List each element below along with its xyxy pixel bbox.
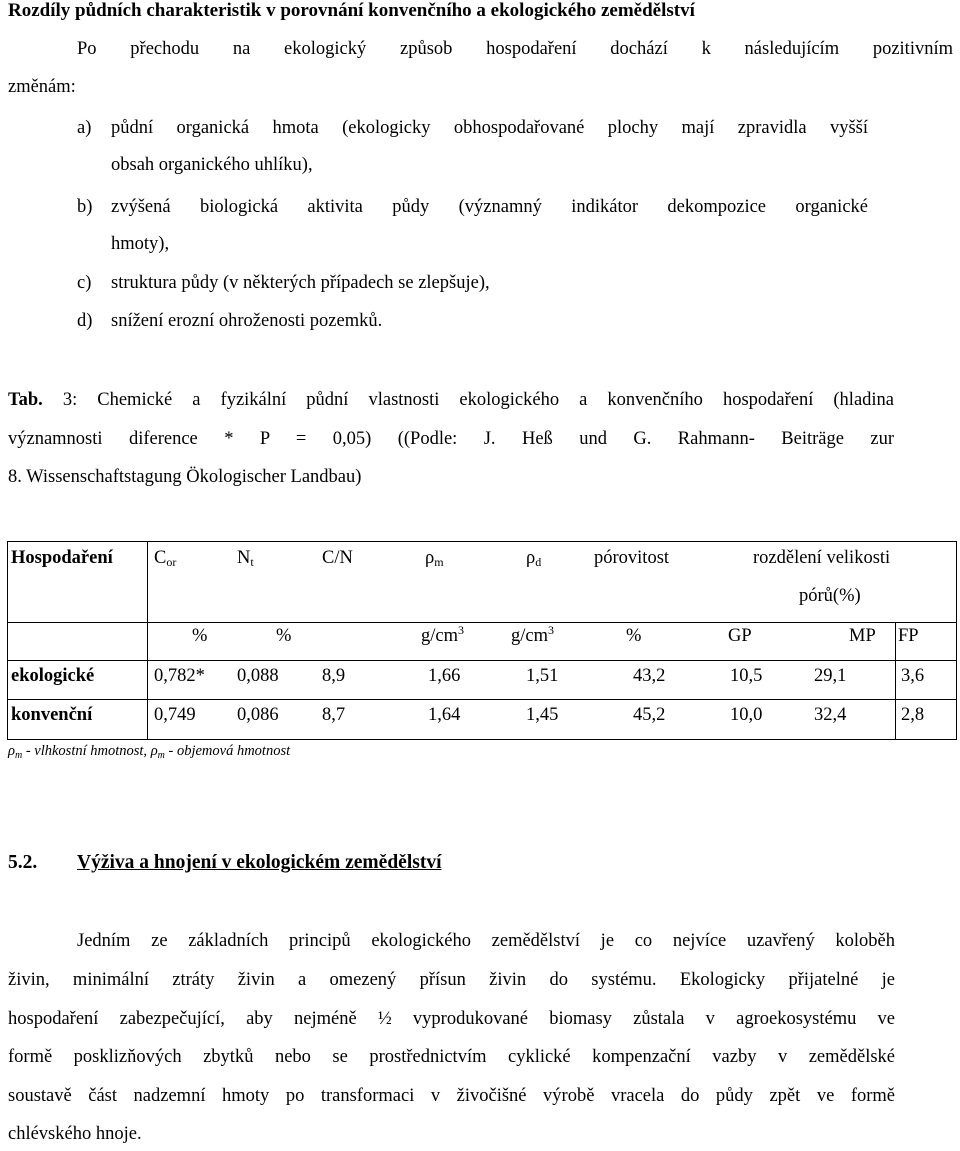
table-cell: 8,9 [322,666,346,686]
table-caption-line-3: 8. Wissenschaftstagung Ökologischer Landbau) [8,467,362,487]
list-marker-d: d) [77,311,93,331]
table-cell: 1,66 [428,666,461,686]
header-hospodareni: Hospodaření [11,548,113,568]
table-cell: 45,2 [633,705,666,725]
row-name-ekologicke: ekologické [11,666,95,686]
unit-porovitost: % [626,626,642,646]
table-cell: 0,088 [237,666,279,686]
list-marker-b: b) [77,197,93,217]
table-cell: 43,2 [633,666,666,686]
page-title: Rozdíly půdních charakteristik v porovnání konvenčního a ekologického zemědělství [8,0,695,21]
table-cell: 0,749 [154,705,196,725]
header-rho-m: $\rho_m$ [425,548,444,569]
table-note: $\rho_m$ - vlhkostní hmotnost, $\rho_m$ - objemová hmotnost [8,743,291,761]
unit-rho-d: $g/cm^3$ [511,623,554,646]
list-item-d-line-1: snížení erozní ohroženosti pozemků. [111,311,383,331]
table-caption-line-1: Tab. 3: Chemické a fyzikální půdní vlastnosti ekologického a konvenčního hospodaření (hladina [8,390,895,410]
list-marker-a: a) [77,118,92,138]
table-caption-label: Tab. [8,390,43,410]
paragraph-line-3: hospodaření zabezpečující, aby nejméně ½ vyprodukované biomasy zůstala v agroekosystému ve [8,1009,895,1029]
unit-nt: % [276,626,292,646]
list-item-b-line-2: hmoty), [111,234,170,254]
list-item-a-line-2: obsah organického uhlíku), [111,155,313,175]
list-item-b-line-1: zvýšená biologická aktivita půdy (významný indikátor dekompozice organické [111,197,868,217]
header-nt: $N_t$ [237,548,254,569]
header-rho-d: $\rho_d$ [526,548,542,569]
paragraph-line-5: soustavě část nadzemní hmoty po transformaci v živočišné výrobě vracela do půdy zpět ve formě [8,1086,895,1106]
table-cell: 1,45 [526,705,559,725]
table-caption-line-2: významnosti diference * P = 0,05) ((Podle: J. Heß und G. Rahmann- Beiträge zur [8,429,894,449]
section-number: 5.2. [8,852,38,873]
header-cn: C/N [322,548,353,568]
unit-rho-m: $g/cm^3$ [421,623,464,646]
table-cell: 29,1 [814,666,847,686]
list-marker-c: c) [77,273,92,293]
table-cell: 2,8 [901,705,925,725]
row-name-konvencni: konvenční [11,705,93,725]
unit-fp: FP [898,626,919,646]
header-rozdeleni-line-2: pórů(%) [799,586,861,606]
unit-gp: GP [728,626,752,646]
header-rozdeleni-line-1: rozdělení velikosti [753,548,891,568]
table-cell: 0,086 [237,705,279,725]
unit-cor: % [192,626,208,646]
header-cor: $C_{or}$ [154,548,177,569]
table-cell: 32,4 [814,705,847,725]
table-cell: 8,7 [322,705,346,725]
soil-properties-table [7,541,957,740]
list-item-a-line-1: půdní organická hmota (ekologicky obhospodařované plochy mají zpravidla vyšší [111,118,868,138]
intro-line-1: Po přechodu na ekologický způsob hospodaření dochází k následujícím pozitivním [77,39,953,59]
paragraph-line-2: živin, minimální ztráty živin a omezený přísun živin do systému. Ekologicky přijatelné je [8,970,895,990]
paragraph-line-4: formě posklizňových zbytků nebo se prostřednictvím cyklické kompenzační vazby v zemědělské [8,1047,895,1067]
unit-mp: MP [849,626,876,646]
table-cell: 0,782* [154,666,205,686]
table-cell: 1,64 [428,705,461,725]
header-porovitost: pórovitost [594,548,670,568]
table-cell: 1,51 [526,666,559,686]
paragraph-line-6: chlévského hnoje. [8,1124,142,1144]
intro-line-2: změnám: [8,77,76,97]
table-cell: 10,5 [730,666,763,686]
section-title: Výživa a hnojení v ekologickém zemědělství [77,852,442,873]
table-cell: 3,6 [901,666,925,686]
paragraph-line-1: Jedním ze základních principů ekologického zemědělství je co nejvíce uzavřený koloběh [77,931,895,951]
list-item-c-line-1: struktura půdy (v některých případech se zlepšuje), [111,273,490,293]
table-cell: 10,0 [730,705,763,725]
